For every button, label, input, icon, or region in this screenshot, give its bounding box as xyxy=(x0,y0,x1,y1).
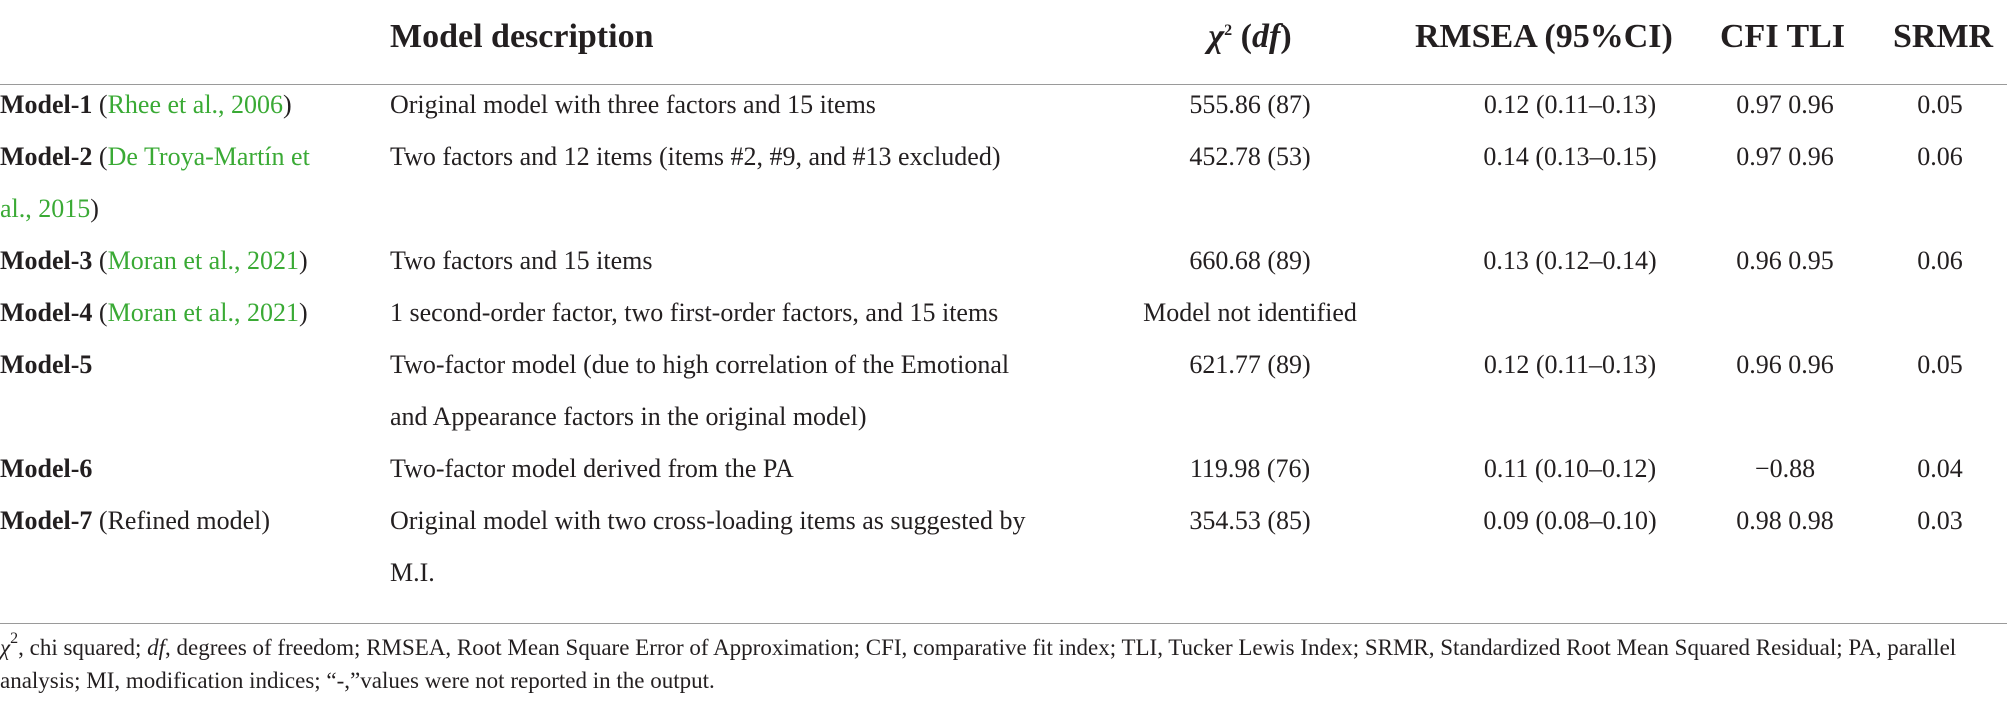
row-description: Two factors and 15 items xyxy=(390,246,653,275)
row-model-label-cont: al., 2015) xyxy=(0,194,99,223)
row-model-label: Model-4 (Moran et al., 2021) xyxy=(0,298,308,327)
header-divider xyxy=(0,84,2007,85)
row-srmr: 0.06 xyxy=(1917,246,1963,275)
row-model-label: Model-3 (Moran et al., 2021) xyxy=(0,246,308,275)
row-rmsea: 0.12 (0.11–0.13) xyxy=(1483,90,1657,119)
header-rmsea: RMSEA (95%CI) xyxy=(1415,18,1673,55)
row-rmsea: 0.11 (0.10–0.12) xyxy=(1483,454,1657,483)
header-cfi-tli: CFI TLI xyxy=(1720,18,1846,55)
row-description: Two factors and 12 items (items #2, #9, and #13 excluded) xyxy=(390,142,1001,171)
citation-link[interactable]: Moran et al., 2021 xyxy=(107,298,299,327)
row-description: Two-factor model (due to high correlation of the Emotional xyxy=(390,350,1010,379)
row-description: Two-factor model derived from the PA xyxy=(390,454,794,483)
row-srmr: 0.05 xyxy=(1917,90,1963,119)
row-description: Original model with two cross-loading items as suggested by xyxy=(390,506,1026,535)
row-srmr: 0.04 xyxy=(1917,454,1963,483)
row-rmsea: 0.14 (0.13–0.15) xyxy=(1483,142,1657,171)
row-chi-square: 621.77 (89) xyxy=(1189,350,1311,379)
row-cfi-tli: 0.96 0.96 xyxy=(1736,350,1834,379)
row-chi-square: 555.86 (87) xyxy=(1189,90,1311,119)
citation-link[interactable]: De Troya-Martín et xyxy=(107,142,310,171)
row-srmr: 0.06 xyxy=(1917,142,1963,171)
citation-link[interactable]: Moran et al., 2021 xyxy=(107,246,299,275)
header-srmr: SRMR xyxy=(1893,18,1994,55)
row-model-label: Model-5 xyxy=(0,350,93,379)
row-model-label: Model-1 (Rhee et al., 2006) xyxy=(0,90,292,119)
row-chi-square: 354.53 (85) xyxy=(1189,506,1311,535)
row-chi-square: 452.78 (53) xyxy=(1189,142,1311,171)
row-chi-square: Model not identified xyxy=(1143,298,1357,327)
row-description: 1 second-order factor, two first-order factors, and 15 items xyxy=(390,298,999,327)
row-description-cont: M.I. xyxy=(390,558,435,587)
row-cfi-tli: 0.97 0.96 xyxy=(1736,90,1834,119)
row-description: Original model with three factors and 15 items xyxy=(390,90,876,119)
footer-divider xyxy=(0,623,2007,624)
row-rmsea: 0.13 (0.12–0.14) xyxy=(1483,246,1657,275)
row-model-label: Model-6 xyxy=(0,454,93,483)
row-cfi-tli: −0.88 xyxy=(1754,454,1816,483)
row-model-label: Model-7 (Refined model) xyxy=(0,506,271,535)
row-cfi-tli: 0.98 0.98 xyxy=(1736,506,1834,535)
citation-link[interactable]: Rhee et al., 2006 xyxy=(107,90,284,119)
citation-link[interactable]: al., 2015 xyxy=(0,194,91,223)
row-description-cont: and Appearance factors in the original model) xyxy=(390,402,867,431)
row-rmsea: 0.12 (0.11–0.13) xyxy=(1483,350,1657,379)
row-chi-square: 119.98 (76) xyxy=(1189,454,1311,483)
row-model-label: Model-2 (De Troya-Martín et xyxy=(0,142,310,171)
table-footnote: $\chi^2$, chi squared; df, degrees of freedom; RMSEA, Root Mean Square Error of Approximation; CFI, comparative fit index; TLI, Tucker Lewis Index; SRMR, Standardized Root Mean Squared Residual; PA, parallel analysis; MI, modification indices; “-,”values were not reported in the output. xyxy=(0,630,1957,693)
header-chi-square: $\chi^2$ (df) xyxy=(1208,18,1292,55)
row-chi-square: 660.68 (89) xyxy=(1189,246,1311,275)
row-srmr: 0.03 xyxy=(1917,506,1963,535)
row-cfi-tli: 0.96 0.95 xyxy=(1736,246,1834,275)
row-rmsea: 0.09 (0.08–0.10) xyxy=(1483,506,1657,535)
row-cfi-tli: 0.97 0.96 xyxy=(1736,142,1834,171)
row-srmr: 0.05 xyxy=(1917,350,1963,379)
header-model-description: Model description xyxy=(390,18,654,55)
